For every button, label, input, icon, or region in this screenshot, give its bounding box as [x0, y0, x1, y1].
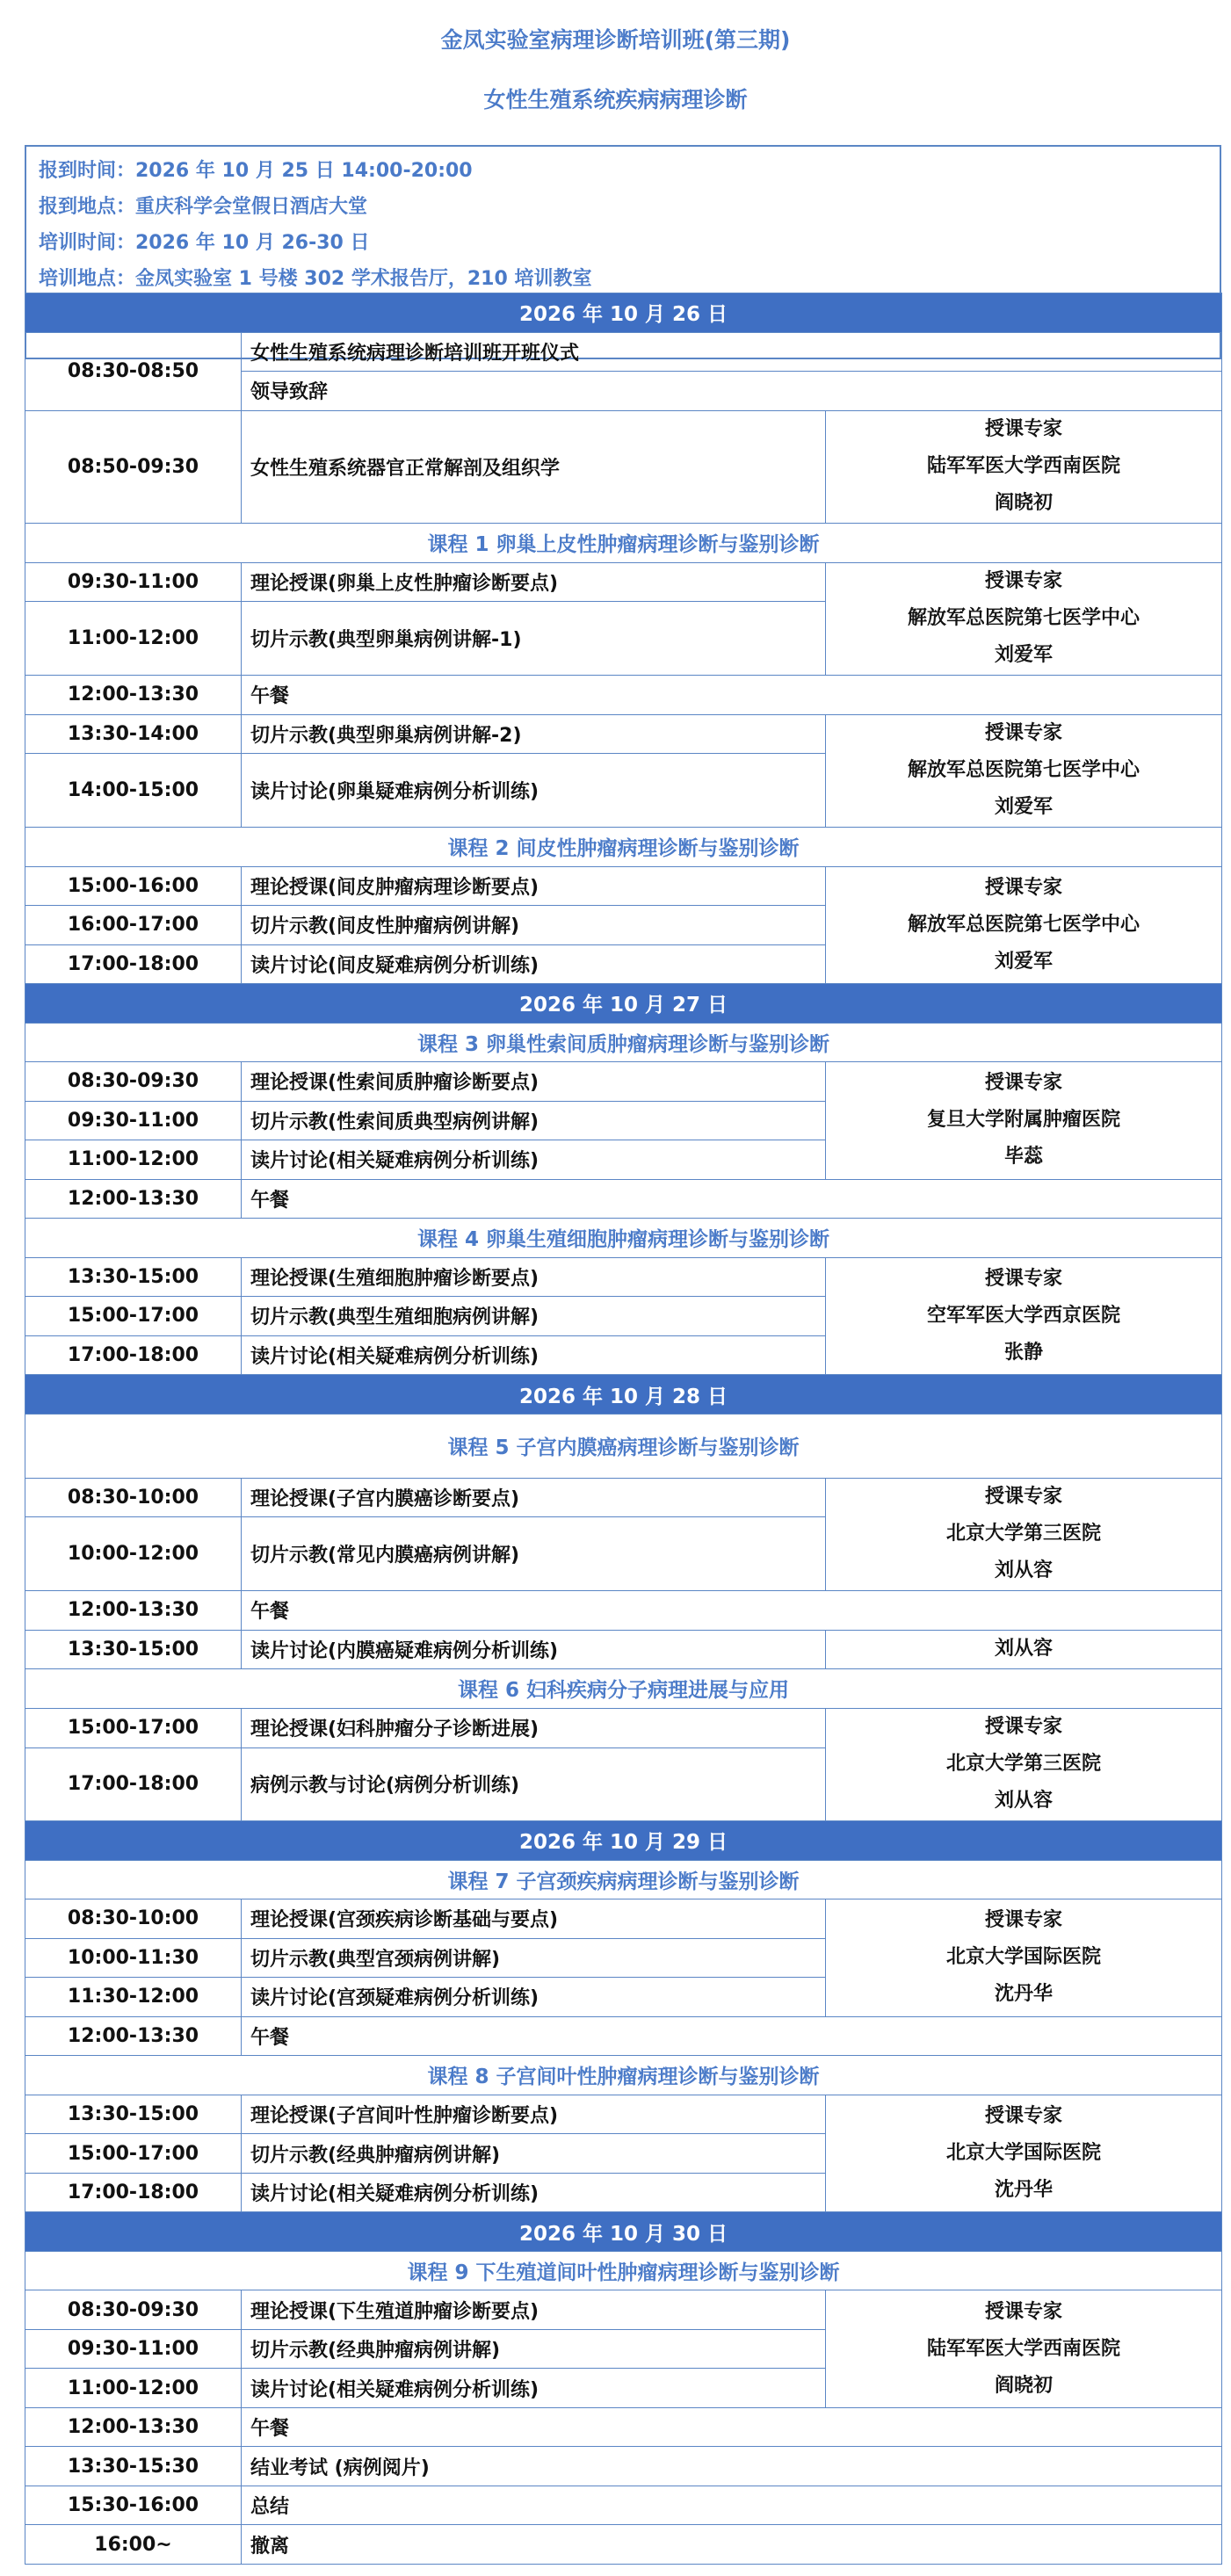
time-cell: 12:00-13:30 [25, 2016, 242, 2056]
speaker-name: 毕蕊 [1004, 1146, 1044, 1169]
speaker-name: 阎晓初 [995, 2374, 1054, 2397]
date-header: 2026 年 10 月 26 日 [25, 293, 1222, 333]
item-cell: 理论授课(宫颈疾病诊断基础与要点) [242, 1899, 826, 1939]
speaker-cell [826, 410, 1222, 523]
item-cell: 理论授课(卵巢上皮性肿瘤诊断要点) [242, 562, 826, 602]
item-cell: 切片示教(典型宫颈病例讲解) [242, 1938, 826, 1978]
item-cell: 理论授课(子宫间叶性肿瘤诊断要点) [242, 2095, 826, 2134]
page-subtitle: 女性生殖系统疾病病理诊断 [483, 87, 748, 112]
item-cell: 午餐 [242, 2016, 1222, 2056]
speaker-cell [826, 1899, 1222, 2017]
item-cell: 读片讨论(相关疑难病例分析训练) [242, 2369, 826, 2408]
item-cell: 理论授课(妇科肿瘤分子诊断进展) [242, 1708, 826, 1747]
speaker-role: 授课专家 [985, 1716, 1063, 1739]
speaker-cell [826, 2095, 1222, 2212]
time-cell: 17:00-18:00 [25, 1747, 242, 1821]
time-cell: 15:00-17:00 [25, 1297, 242, 1336]
item-cell: 领导致辞 [242, 372, 1222, 411]
time-cell: 17:00-18:00 [25, 2173, 242, 2212]
item-cell: 女性生殖系统病理诊断培训班开班仪式 [242, 332, 1222, 372]
training-time: 培训时间：2026 年 10 月 26-30 日 [39, 232, 370, 254]
speaker-institution: 解放军总医院第七医学中心 [908, 607, 1140, 630]
time-cell: 13:30-15:30 [25, 2447, 242, 2486]
time-cell: 12:00-13:30 [25, 1179, 242, 1219]
time-cell: 13:30-15:00 [25, 1257, 242, 1297]
speaker-role: 授课专家 [985, 418, 1063, 441]
item-cell: 切片示教(典型卵巢病例讲解-2) [242, 714, 826, 754]
item-cell: 撤离 [242, 2525, 1222, 2565]
item-cell: 读片讨论(内膜癌疑难病例分析训练) [242, 1630, 826, 1669]
time-cell: 14:00-15:00 [25, 754, 242, 828]
time-cell: 11:00-12:00 [25, 1140, 242, 1180]
speaker-name: 刘从容 [995, 1790, 1054, 1813]
item-cell: 切片示教(经典肿瘤病例讲解) [242, 2329, 826, 2369]
time-cell: 11:30-12:00 [25, 1978, 242, 2017]
speaker-cell [826, 1062, 1222, 1180]
time-cell: 11:00-12:00 [25, 602, 242, 676]
schedule-table [25, 293, 1222, 2565]
time-cell: 09:30-11:00 [25, 562, 242, 602]
speaker-institution: 陆军军医大学西南医院 [927, 455, 1121, 478]
speaker-name: 张静 [1004, 1341, 1044, 1364]
time-cell: 15:00-17:00 [25, 2134, 242, 2174]
time-cell: 08:50-09:30 [25, 410, 242, 523]
registration-time: 报到时间：2026 年 10 月 25 日 14:00-20:00 [39, 160, 473, 182]
course-header: 课程 1 卵巢上皮性肿瘤病理诊断与鉴别诊断 [25, 524, 1222, 563]
time-cell: 13:30-15:00 [25, 2095, 242, 2134]
item-cell: 切片示教(间皮性肿瘤病例讲解) [242, 906, 826, 945]
course-header: 课程 3 卵巢性索间质肿瘤病理诊断与鉴别诊断 [25, 1023, 1222, 1062]
item-cell: 读片讨论(相关疑难病例分析训练) [242, 1335, 826, 1375]
time-cell: 12:00-13:30 [25, 676, 242, 715]
time-cell: 15:00-17:00 [25, 1708, 242, 1747]
speaker-name: 刘爱军 [995, 644, 1054, 667]
speaker-institution: 陆军军医大学西南医院 [927, 2337, 1121, 2360]
course-header: 课程 4 卵巢生殖细胞肿瘤病理诊断与鉴别诊断 [25, 1219, 1222, 1258]
speaker-cell [826, 1257, 1222, 1375]
item-cell: 午餐 [242, 2407, 1222, 2447]
item-cell: 午餐 [242, 676, 1222, 715]
speaker-name: 沈丹华 [995, 2179, 1054, 2201]
speaker-cell [826, 866, 1222, 984]
course-header: 课程 7 子宫颈疾病病理诊断与鉴别诊断 [25, 1860, 1222, 1899]
speaker-name: 刘爱军 [995, 950, 1054, 973]
time-cell: 13:30-15:00 [25, 1630, 242, 1669]
item-cell: 切片示教(常见内膜癌病例讲解) [242, 1517, 826, 1591]
item-cell: 理论授课(下生殖道肿瘤诊断要点) [242, 2290, 826, 2330]
date-header: 2026 年 10 月 29 日 [25, 1821, 1222, 1861]
speaker-role: 授课专家 [985, 2300, 1063, 2323]
speaker-name: 刘从容 [995, 1638, 1054, 1661]
registration-location: 报到地点：重庆科学会堂假日酒店大堂 [39, 196, 368, 218]
course-header: 课程 2 间皮性肿瘤病理诊断与鉴别诊断 [25, 828, 1222, 867]
item-cell: 切片示教(性索间质典型病例讲解) [242, 1101, 826, 1140]
speaker-institution: 北京大学第三医院 [946, 1753, 1102, 1776]
time-cell: 13:30-14:00 [25, 714, 242, 754]
item-cell: 理论授课(子宫内膜癌诊断要点) [242, 1478, 826, 1517]
time-cell: 10:00-12:00 [25, 1517, 242, 1591]
item-cell: 病例示教与讨论(病例分析训练) [242, 1747, 826, 1821]
time-cell: 08:30-08:50 [25, 332, 242, 410]
item-cell: 午餐 [242, 1591, 1222, 1631]
item-cell: 切片示教(典型卵巢病例讲解-1) [242, 602, 826, 676]
time-cell: 12:00-13:30 [25, 1591, 242, 1631]
item-cell: 女性生殖系统器官正常解剖及组织学 [242, 410, 826, 523]
speaker-name: 刘从容 [995, 1559, 1054, 1582]
page-title: 金凤实验室病理诊断培训班(第三期) [440, 27, 791, 53]
item-cell: 读片讨论(卵巢疑难病例分析训练) [242, 754, 826, 828]
speaker-role: 授课专家 [985, 2105, 1063, 2127]
speaker-cell [826, 714, 1222, 827]
speaker-cell [826, 1478, 1222, 1590]
speaker-name: 刘爱军 [995, 796, 1054, 819]
training-location: 培训地点：金凤实验室 1 号楼 302 学术报告厅，210 培训教室 [39, 268, 592, 290]
speaker-institution: 解放军总医院第七医学中心 [908, 759, 1140, 782]
time-cell: 08:30-10:00 [25, 1899, 242, 1939]
time-cell: 16:00~ [25, 2525, 242, 2565]
speaker-role: 授课专家 [985, 876, 1063, 899]
date-header: 2026 年 10 月 28 日 [25, 1375, 1222, 1415]
item-cell: 总结 [242, 2486, 1222, 2525]
time-cell: 11:00-12:00 [25, 2369, 242, 2408]
speaker-role: 授课专家 [985, 1072, 1063, 1095]
speaker-role: 授课专家 [985, 570, 1063, 593]
date-header: 2026 年 10 月 27 日 [25, 984, 1222, 1024]
time-cell: 17:00-18:00 [25, 1335, 242, 1375]
item-cell: 结业考试 (病例阅片) [242, 2447, 1222, 2486]
speaker-name: 阎晓初 [995, 492, 1054, 515]
course-header: 课程 9 下生殖道间叶性肿瘤病理诊断与鉴别诊断 [25, 2251, 1222, 2290]
time-cell: 16:00-17:00 [25, 906, 242, 945]
speaker-cell [826, 562, 1222, 675]
item-cell: 读片讨论(间皮疑难病例分析训练) [242, 944, 826, 984]
time-cell: 10:00-11:30 [25, 1938, 242, 1978]
time-cell: 09:30-11:00 [25, 2329, 242, 2369]
course-header: 课程 5 子宫内膜癌病理诊断与鉴别诊断 [25, 1414, 1222, 1478]
time-cell: 08:30-09:30 [25, 2290, 242, 2330]
item-cell: 读片讨论(相关疑难病例分析训练) [242, 1140, 826, 1180]
time-cell: 15:00-16:00 [25, 866, 242, 906]
course-header: 课程 6 妇科疾病分子病理进展与应用 [25, 1669, 1222, 1709]
time-cell: 09:30-11:00 [25, 1101, 242, 1140]
item-cell: 午餐 [242, 1179, 1222, 1219]
course-header: 课程 8 子宫间叶性肿瘤病理诊断与鉴别诊断 [25, 2056, 1222, 2095]
item-cell: 理论授课(间皮肿瘤病理诊断要点) [242, 866, 826, 906]
item-cell: 读片讨论(宫颈疑难病例分析训练) [242, 1978, 826, 2017]
speaker-name: 沈丹华 [995, 1983, 1054, 2006]
speaker-cell [826, 1708, 1222, 1820]
item-cell: 读片讨论(相关疑难病例分析训练) [242, 2173, 826, 2212]
date-header: 2026 年 10 月 30 日 [25, 2212, 1222, 2252]
speaker-role: 授课专家 [985, 1267, 1063, 1290]
item-cell: 理论授课(性索间质肿瘤诊断要点) [242, 1062, 826, 1102]
speaker-role: 授课专家 [985, 722, 1063, 745]
time-cell: 08:30-09:30 [25, 1062, 242, 1102]
speaker-institution: 复旦大学附属肿瘤医院 [927, 1109, 1121, 1132]
speaker-institution: 解放军总医院第七医学中心 [908, 913, 1140, 936]
time-cell: 17:00-18:00 [25, 944, 242, 984]
speaker-cell [826, 1630, 1222, 1669]
speaker-cell [826, 2290, 1222, 2408]
time-cell: 08:30-10:00 [25, 1478, 242, 1517]
speaker-institution: 北京大学第三医院 [946, 1523, 1102, 1545]
time-cell: 15:30-16:00 [25, 2486, 242, 2525]
speaker-role: 授课专家 [985, 1909, 1063, 1932]
speaker-institution: 空军军医大学西京医院 [927, 1304, 1121, 1327]
speaker-institution: 北京大学国际医院 [946, 1946, 1102, 1969]
speaker-role: 授课专家 [985, 1486, 1063, 1509]
item-cell: 切片示教(典型生殖细胞病例讲解) [242, 1297, 826, 1336]
item-cell: 切片示教(经典肿瘤病例讲解) [242, 2134, 826, 2174]
time-cell: 12:00-13:30 [25, 2407, 242, 2447]
item-cell: 理论授课(生殖细胞肿瘤诊断要点) [242, 1257, 826, 1297]
speaker-institution: 北京大学国际医院 [946, 2142, 1102, 2164]
